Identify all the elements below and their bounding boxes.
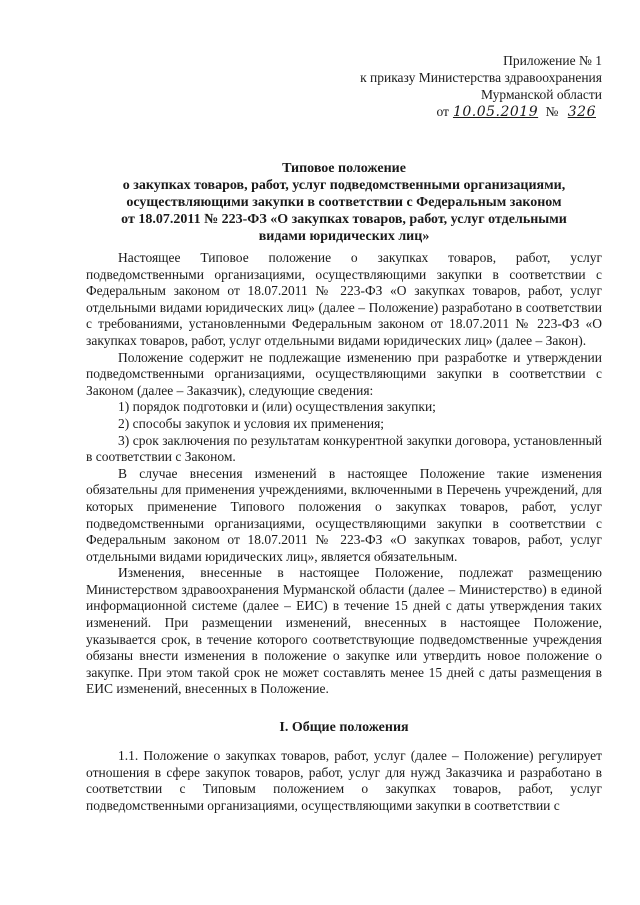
order-date-number-line (282, 103, 602, 121)
order-date-handwritten: 10.05.2019 (452, 104, 539, 120)
document-title (86, 160, 602, 245)
order-reference-line2: Мурманской области (481, 87, 602, 102)
paragraph: Настоящее Типовое положение о закупках товаров, работ, услуг подведомственными организациями, осуществляющими закупки в соответствии с Федеральным законом от 18.07.2011 № 223-ФЗ «О закупках товаров, работ, услуг отдельными видами юридических лиц» (далее – Положение) разработано в соответствии с требованиями, установленными Федеральным законом от 18.07.2011 № 223-ФЗ «О закупках товаров, работ, услуг отдельными видами юридических лиц» (далее – Закон). (86, 250, 602, 348)
appendix-number: Приложение № 1 (503, 53, 602, 68)
number-sign: № (545, 104, 559, 119)
intro-text (86, 250, 602, 698)
paragraph: Изменения, внесенные в настоящее Положение, подлежат размещению Министерством здравоохранения Мурманской области (далее – Министерство) в единой информационной системе (далее – ЕИС) в течение 15 дней с даты утверждения таких изменений. При размещении изменений, внесенных в настоящее Положение, указывается срок, в течение которого соответствующие подведомственные учреждения обязаны внести изменения в положение о закупке или утвердить новое положение о закупке. При этом такой срок не может составлять менее 15 дней с даты размещения в ЕИС изменений, внесенных в Положение. (86, 565, 602, 697)
title-line-5: видами юридических лиц» (258, 229, 430, 244)
title-line-2: о закупках товаров, работ, услуг подведомственными организациями, (122, 178, 566, 193)
list-item: 2) способы закупок и условия их применения; (118, 415, 385, 431)
section-heading: I. Общие положения (279, 720, 409, 735)
title-line-3: осуществляющими закупки в соответствии с Федеральным законом (126, 195, 562, 210)
title-line-4: от 18.07.2011 № 223-ФЗ «О закупках товаров, работ, услуг отдельными (121, 212, 567, 227)
title-line-1: Типовое положение (282, 161, 406, 176)
paragraph: Положение содержит не подлежащие изменению при разработке и утверждении подведомственными организациями, осуществляющими закупки в соответствии с Законом (далее – Заказчик), следующие сведения: (86, 349, 602, 398)
section-text (86, 748, 602, 814)
paragraph: 1.1. Положение о закупках товаров, работ, услуг (далее – Положение) регулирует отношения в сфере закупок товаров, работ, услуг для нужд Заказчика и разработано в соответствии с Типовым положением о закупках товаров, работ, услуг подведомственными организациями, осуществляющими закупки в соответствии с (86, 748, 602, 813)
list-item: 1) порядок подготовки и (или) осуществления закупки; (118, 399, 436, 415)
order-reference-line1: к приказу Министерства здравоохранения (360, 70, 602, 85)
date-prefix: от (436, 104, 449, 119)
list-item: 3) срок заключения по результатам конкурентной закупки договора, установленный в соответствии с Законом. (86, 432, 602, 465)
paragraph: В случае внесения изменений в настоящее Положение такие изменения обязательны для применения учреждениями, включенными в Перечень учреждений, для которых применение Типового положения о закупках товаров, работ, услуг подведомственными организациями, осуществляющими закупки в соответствии с Федеральным законом от 18.07.2011 № 223-ФЗ «О закупках товаров, работ, услуг отдельными видами юридических лиц», является обязательным. (86, 465, 602, 564)
order-number-handwritten: 326 (567, 104, 596, 120)
appendix-header (282, 52, 602, 121)
